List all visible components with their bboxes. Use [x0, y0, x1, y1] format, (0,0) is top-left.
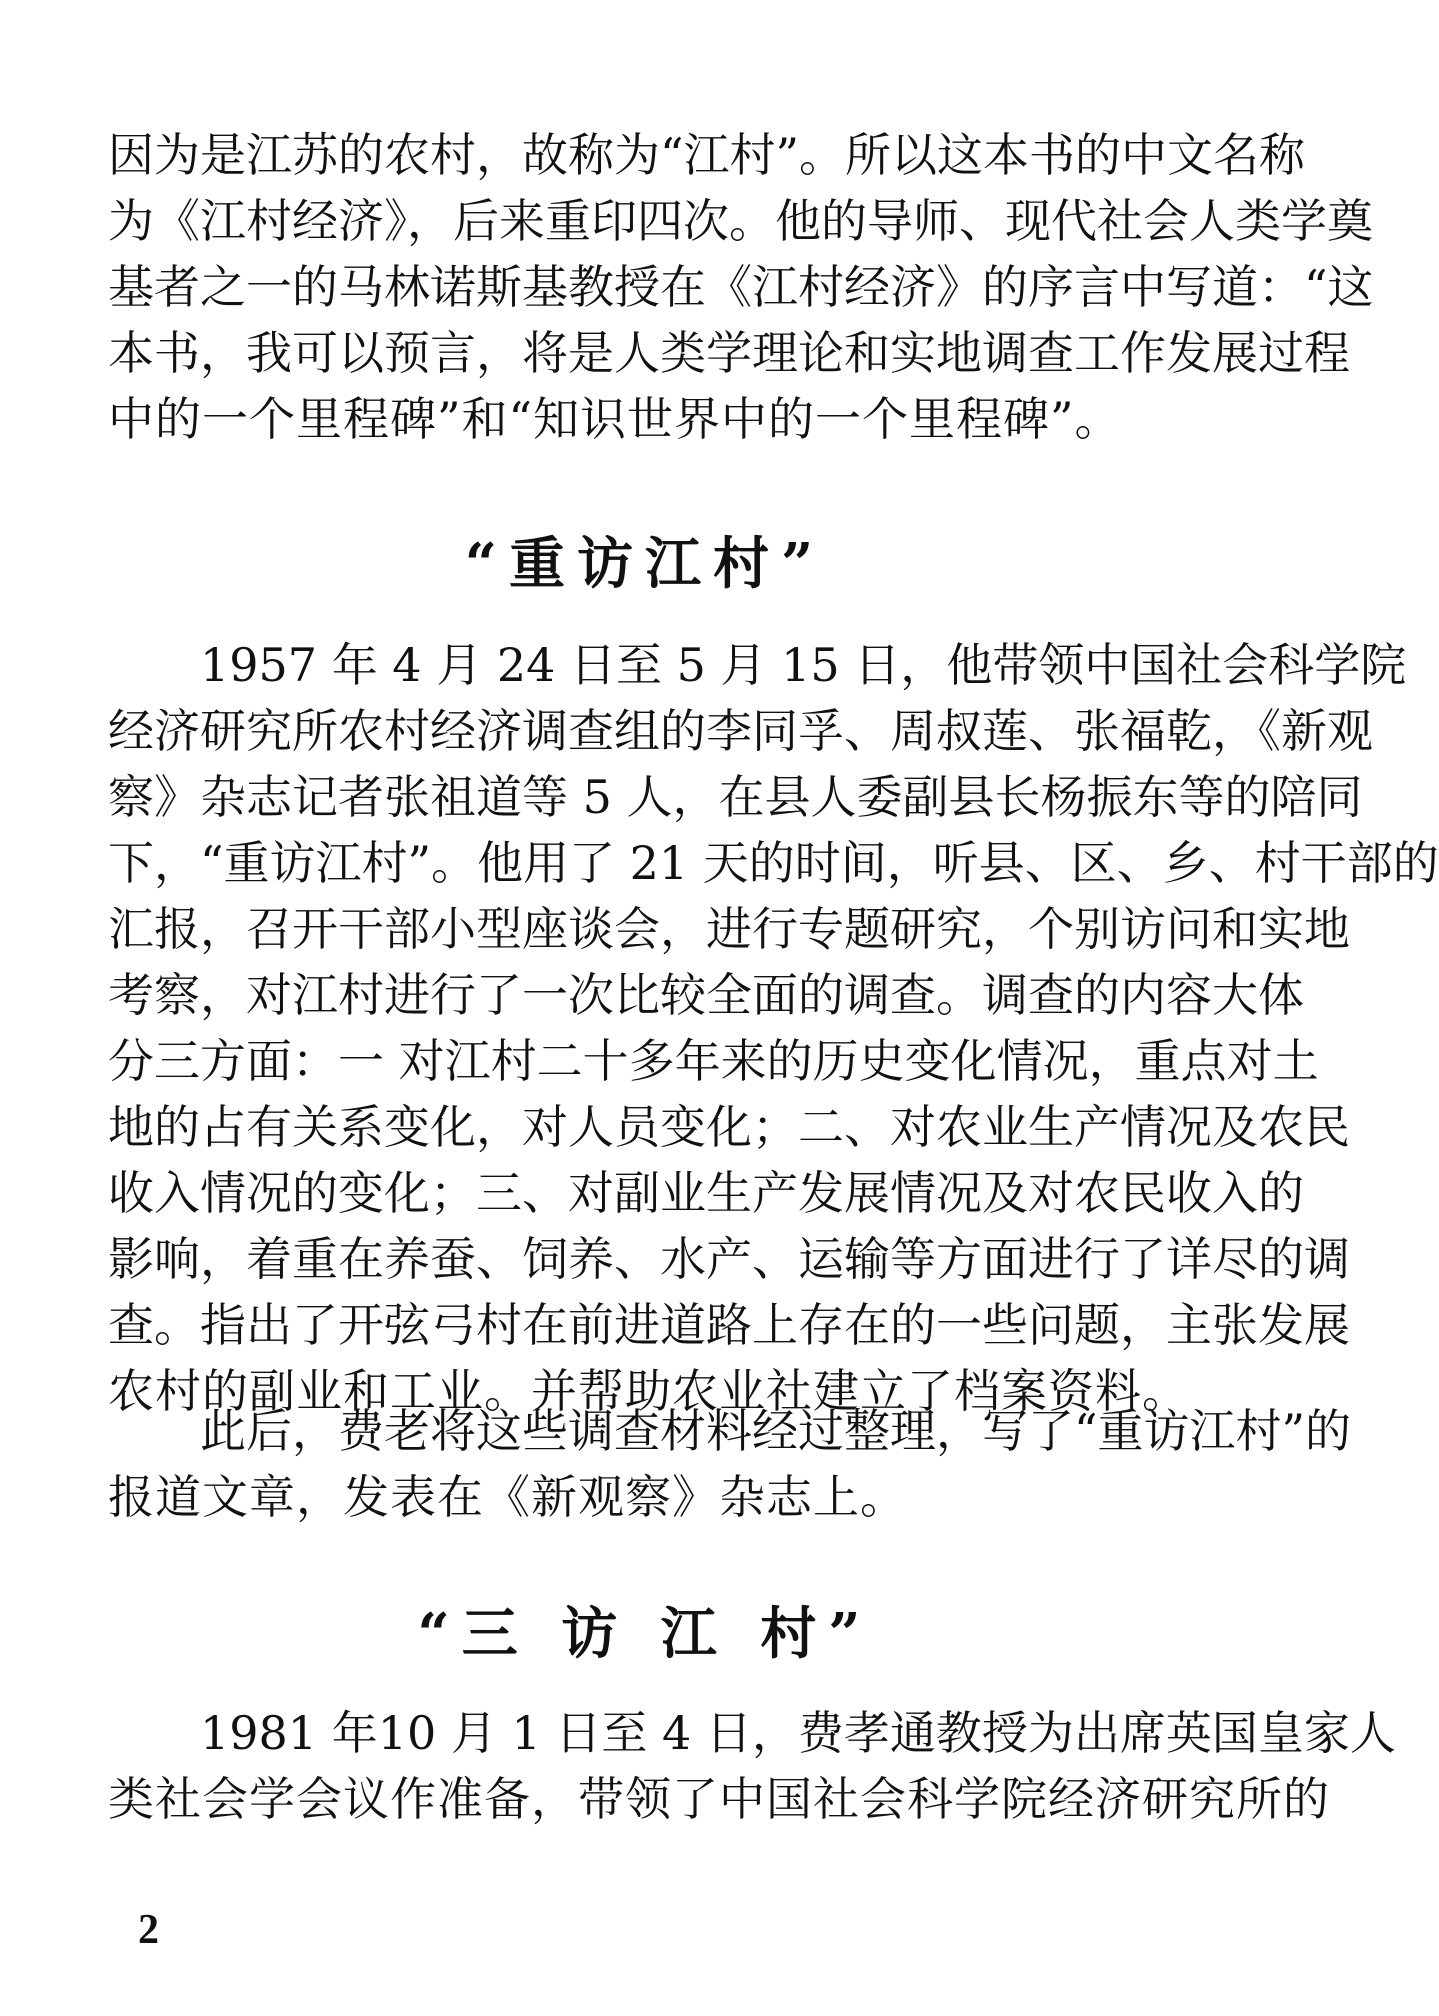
- text-line: 1981 年10 月 1 日至 4 日，费孝通教授为出席英国皇家人: [200, 1706, 1396, 1760]
- text-line: 分三方面：一 对江村二十多年来的历史变化情况，重点对土: [108, 1034, 1319, 1088]
- text-line: 下，“重访江村”。他用了 21 天的时间，听县、区、乡、村干部的: [108, 836, 1439, 890]
- text-line: 类社会学会议作准备，带领了中国社会科学院经济研究所的: [108, 1772, 1330, 1826]
- text-line: 1957 年 4 月 24 日至 5 月 15 日，他带领中国社会科学院: [200, 638, 1407, 692]
- text-line: 收入情况的变化；三、对副业生产发展情况及对农民收入的: [108, 1166, 1304, 1220]
- text-line: 察》杂志记者张祖道等 5 人，在县人委副县长杨振东等的陪同: [108, 770, 1363, 824]
- text-line: 经济研究所农村经济调查组的李同孚、周叔莲、张福乾，《新观: [108, 704, 1373, 758]
- text-line: 此后，费老将这些调查材料经过整理，写了“重访江村”的: [200, 1404, 1352, 1458]
- revisit-followup-paragraph: [108, 1398, 1352, 1530]
- section-heading-third-visit: “三 访 江 村”: [417, 1601, 873, 1667]
- text-line: 考察，对江村进行了一次比较全面的调查。调查的内容大体: [108, 968, 1304, 1022]
- text-line: 汇报，召开干部小型座谈会，进行专题研究，个别访问和实地: [108, 902, 1350, 956]
- text-line: 因为是江苏的农村，故称为“江村”。所以这本书的中文名称: [108, 128, 1306, 182]
- section-heading-revisit: “重访江村”: [464, 531, 826, 597]
- text-line: 本书，我可以预言，将是人类学理论和实地调查工作发展过程: [108, 326, 1350, 380]
- text-line: 影响，着重在养蚕、饲养、水产、运输等方面进行了详尽的调: [108, 1232, 1350, 1286]
- text-line: 地的占有关系变化，对人员变化；二、对农业生产情况及农民: [108, 1100, 1350, 1154]
- text-line: 查。指出了开弦弓村在前进道路上存在的一些问题，主张发展: [108, 1298, 1350, 1352]
- text-line: 报道文章，发表在《新观察》杂志上。: [108, 1470, 907, 1524]
- text-line: 基者之一的马林诺斯基教授在《江村经济》的序言中写道：“这: [108, 260, 1374, 314]
- third-visit-paragraph: [108, 1700, 1396, 1832]
- text-line: 中的一个里程碑”和“知识世界中的一个里程碑”。: [108, 392, 1122, 446]
- page-number: 2: [138, 1907, 159, 1953]
- text-line: 为《江村经济》，后来重印四次。他的导师、现代社会人类学奠: [108, 194, 1373, 248]
- intro-paragraph: [108, 122, 1374, 452]
- text-line: 农村的副业和工业。并帮助农业社建立了档案资料。: [108, 1364, 1189, 1418]
- revisit-paragraph: [108, 632, 1439, 1424]
